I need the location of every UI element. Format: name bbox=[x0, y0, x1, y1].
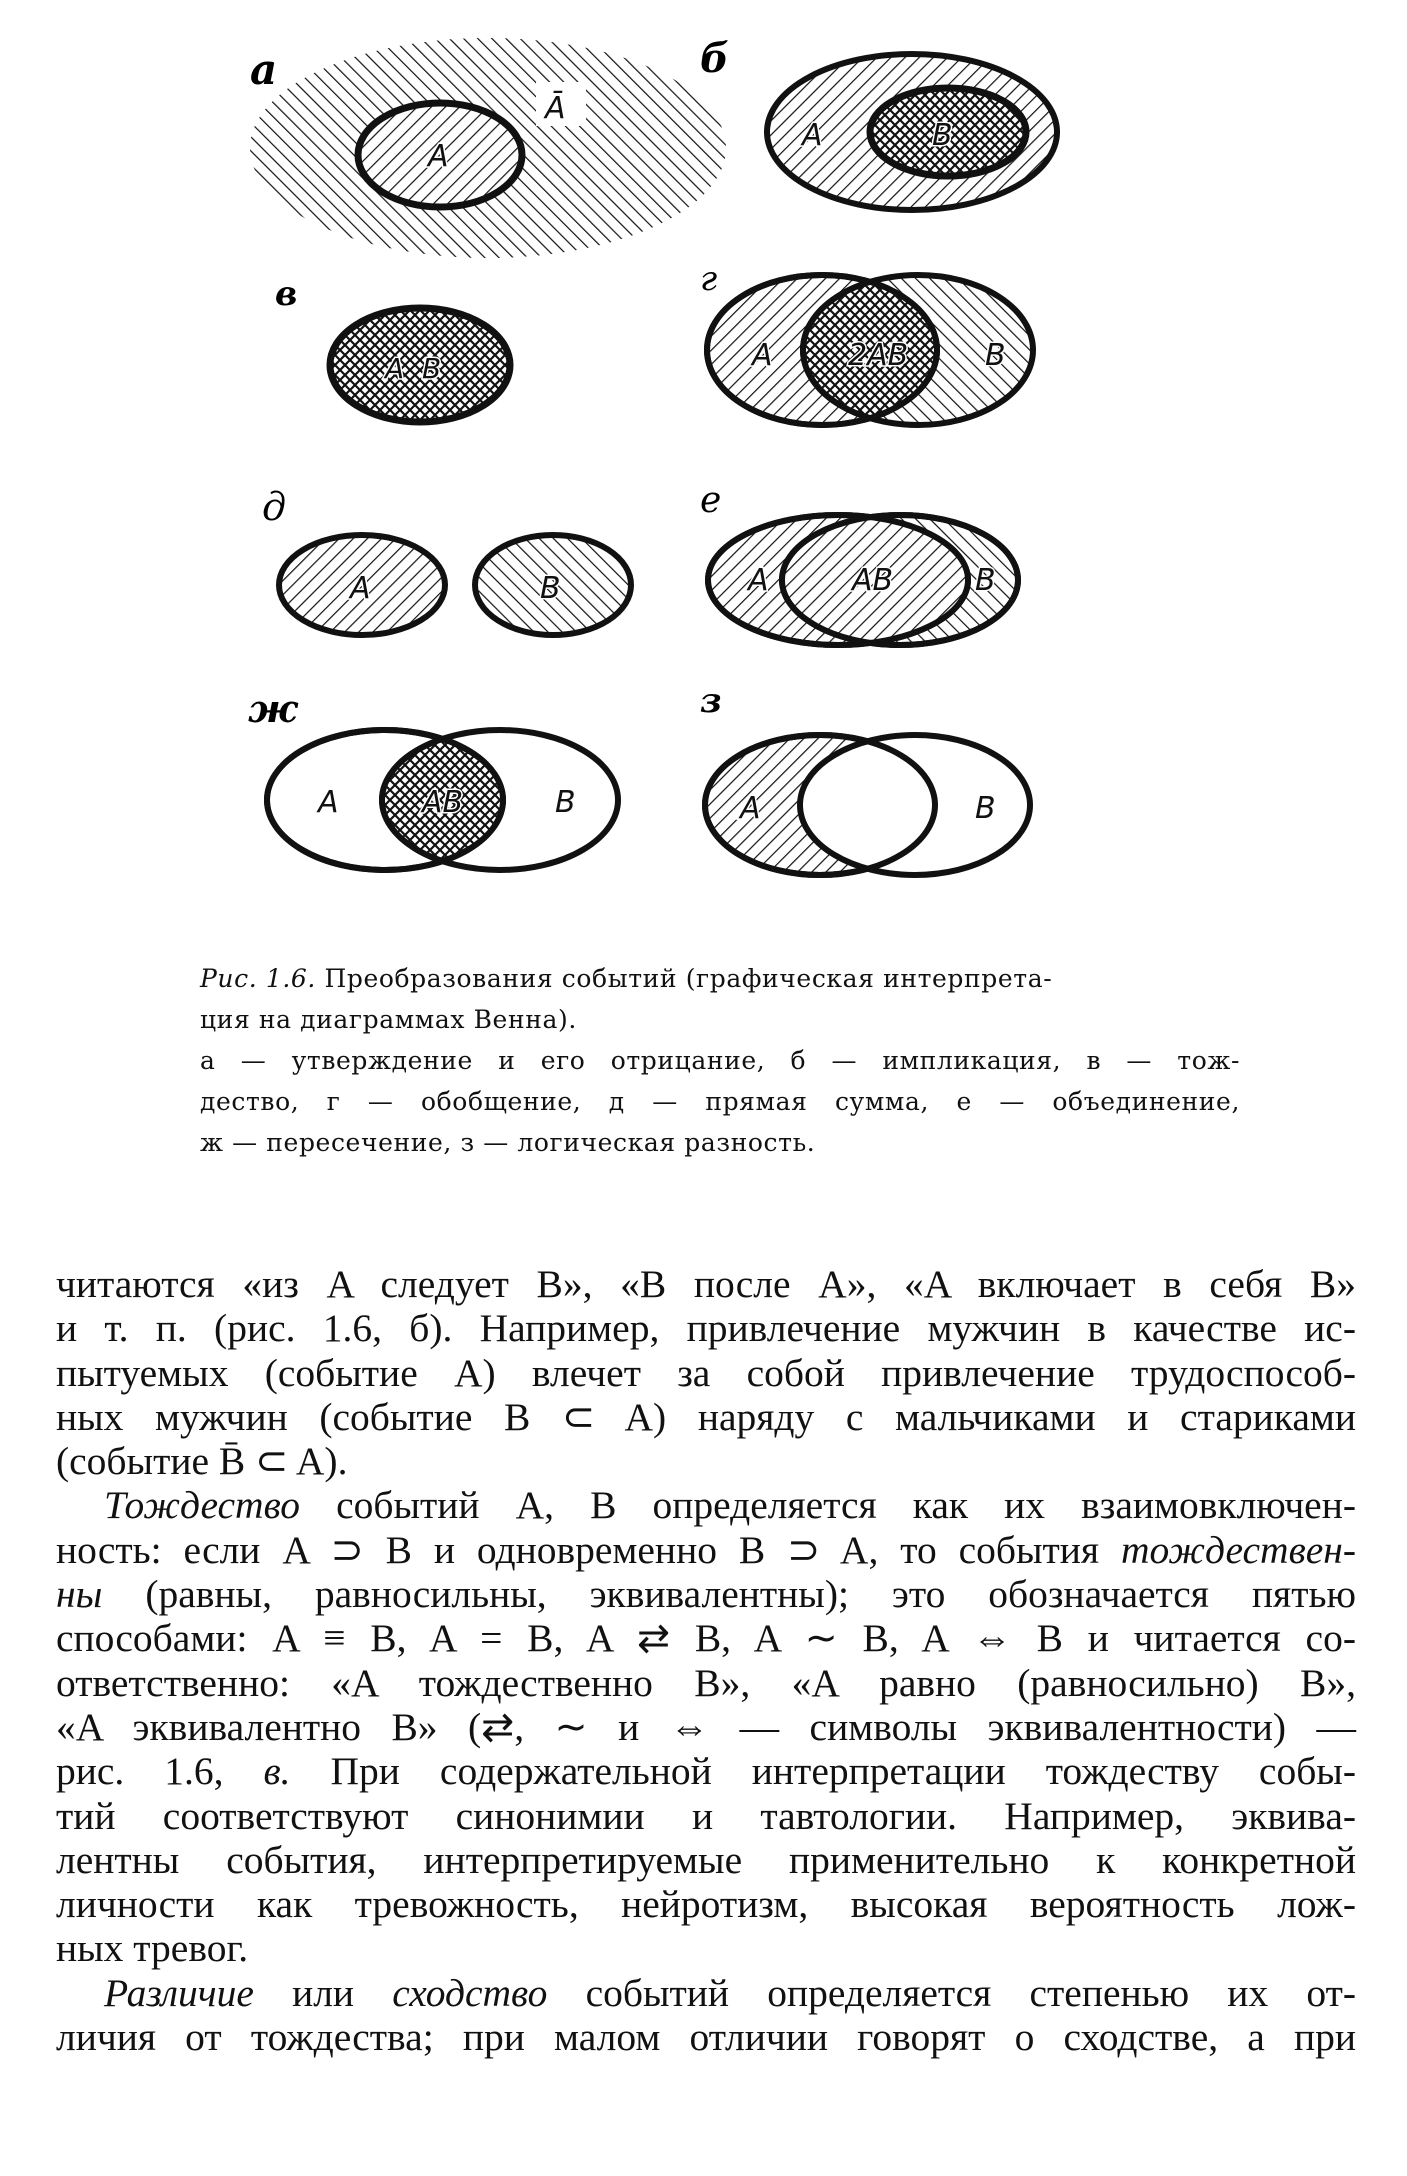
text-line: ных тревог. bbox=[56, 1926, 249, 1971]
panel-letter-z: з bbox=[700, 681, 722, 721]
panel-b bbox=[700, 35, 1057, 210]
text-line bbox=[56, 1572, 1356, 1616]
label-v-AB: A B bbox=[385, 352, 442, 385]
text-line bbox=[56, 1528, 1356, 1572]
caption-title-1: Преобразования событий (графическая интерпрета- bbox=[324, 964, 1053, 993]
label-e-B: B bbox=[975, 563, 996, 598]
term-identical-end: ны bbox=[56, 1572, 103, 1617]
label-zh-AB: AB bbox=[422, 785, 464, 820]
caption-figure-number: Рис. 1.6. bbox=[200, 964, 316, 993]
text-line: и т. п. (рис. 1.6, б). Например, привлечение мужчин в качестве ис- bbox=[56, 1306, 1356, 1351]
label-b-A: A bbox=[802, 118, 823, 153]
label-b-B: B bbox=[932, 118, 953, 153]
panel-v bbox=[275, 274, 510, 422]
panel-g bbox=[700, 259, 1033, 425]
panel-d bbox=[262, 485, 631, 635]
label-a-notA: Ā bbox=[545, 91, 566, 126]
text-line: тий соответствуют синонимии и тавтологии. Например, эквива- bbox=[56, 1793, 1356, 1838]
panel-letter-e: е bbox=[700, 480, 722, 521]
label-a-A: A bbox=[428, 139, 449, 174]
text-line: личия от тождества; при малом отличии говорят о сходстве, а при bbox=[56, 2015, 1356, 2060]
text-line: ных мужчин (событие B ⊂ A) наряду с мальчиками и стариками bbox=[56, 1394, 1356, 1439]
text-line: способами: A ≡ B, A = B, A ⇄ B, A ∼ B, A ⇔ B и читается со- bbox=[56, 1616, 1356, 1661]
panel-zh bbox=[248, 686, 618, 870]
text-line bbox=[56, 1971, 1356, 2015]
label-g-A: A bbox=[752, 338, 773, 373]
label-d-A: A bbox=[350, 571, 371, 606]
text-line: лентны события, интерпретируемые применительно к конкретной bbox=[56, 1837, 1356, 1882]
caption-legend-1: а — утверждение и его отрицание, б — импликация, в — тож- bbox=[200, 1046, 1240, 1075]
figure-ref-v: в. bbox=[263, 1749, 291, 1794]
panel-z bbox=[700, 681, 1030, 875]
panel-letter-g: г bbox=[700, 259, 718, 299]
label-g-AB: 2AB bbox=[848, 338, 909, 373]
caption-legend-3: ж — пересечение, з — логическая разность. bbox=[200, 1128, 816, 1157]
panel-letter-d: д bbox=[262, 485, 287, 529]
term-identical: тождествен- bbox=[1121, 1527, 1356, 1572]
label-e-A: A bbox=[748, 563, 769, 598]
label-d-B: B bbox=[540, 571, 561, 606]
paragraph-3 bbox=[56, 1971, 1356, 2060]
text-span: рис. 1.6, bbox=[56, 1749, 224, 1794]
text-span: событий A, B определяется как их взаимовключен- bbox=[336, 1483, 1357, 1528]
figure-caption bbox=[200, 958, 1240, 1163]
panel-letter-b: б bbox=[700, 35, 729, 82]
text-span: событий определяется степенью их от- bbox=[585, 1970, 1356, 2015]
label-g-B: B bbox=[985, 338, 1006, 373]
label-z-B: B bbox=[975, 791, 996, 826]
term-similarity: сходство bbox=[392, 1970, 548, 2015]
paragraph-1 bbox=[56, 1262, 1356, 1483]
text-span: (равны, равносильны, эквивалентны); это обозначается пятью bbox=[145, 1572, 1356, 1617]
text-line: читаются «из A следует B», «B после A», «A включает в себя B» bbox=[56, 1262, 1356, 1306]
text-line: «A эквивалентно B» (⇄, ∼ и ⇔ — символы эквивалентности) — bbox=[56, 1704, 1356, 1749]
term-identity: Тождество bbox=[104, 1483, 300, 1528]
text-line: пытуемых (событие A) влечет за собой привлечение трудоспособ- bbox=[56, 1350, 1356, 1395]
panel-letter-v: в bbox=[275, 274, 298, 314]
text-span: или bbox=[292, 1970, 355, 2015]
term-difference: Различие bbox=[104, 1970, 254, 2015]
text-span: ность: если A ⊃ B и одновременно B ⊃ A, то события bbox=[56, 1527, 1100, 1572]
panel-letter-a: а bbox=[250, 45, 278, 94]
text-line: (событие B̄ ⊂ A). bbox=[56, 1439, 348, 1484]
text-line bbox=[56, 1483, 1356, 1527]
caption-title-2: ция на диаграммах Венна). bbox=[200, 1005, 577, 1034]
panel-a bbox=[250, 38, 726, 258]
panel-letter-zh: ж bbox=[248, 686, 298, 731]
body-text bbox=[56, 1262, 1356, 2059]
text-line: личности как тревожность, нейротизм, высокая вероятность лож- bbox=[56, 1882, 1356, 1927]
venn-figure bbox=[0, 0, 1407, 930]
label-zh-A: A bbox=[318, 785, 339, 820]
panel-e bbox=[700, 480, 1018, 645]
caption-legend-2: дество, г — обобщение, д — прямая сумма, е — объединение, bbox=[200, 1087, 1240, 1116]
text-line: ответственно: «A тождественно B», «A равно (равносильно) B», bbox=[56, 1660, 1356, 1705]
label-zh-B: B bbox=[555, 785, 576, 820]
paragraph-2 bbox=[56, 1483, 1356, 1970]
text-span: При содержательной интерпретации тождеству собы- bbox=[330, 1749, 1356, 1794]
text-line bbox=[56, 1749, 1356, 1793]
label-e-AB: AB bbox=[852, 563, 894, 598]
caption-title-line-1 bbox=[200, 958, 1240, 999]
label-z-A: A bbox=[740, 791, 761, 826]
